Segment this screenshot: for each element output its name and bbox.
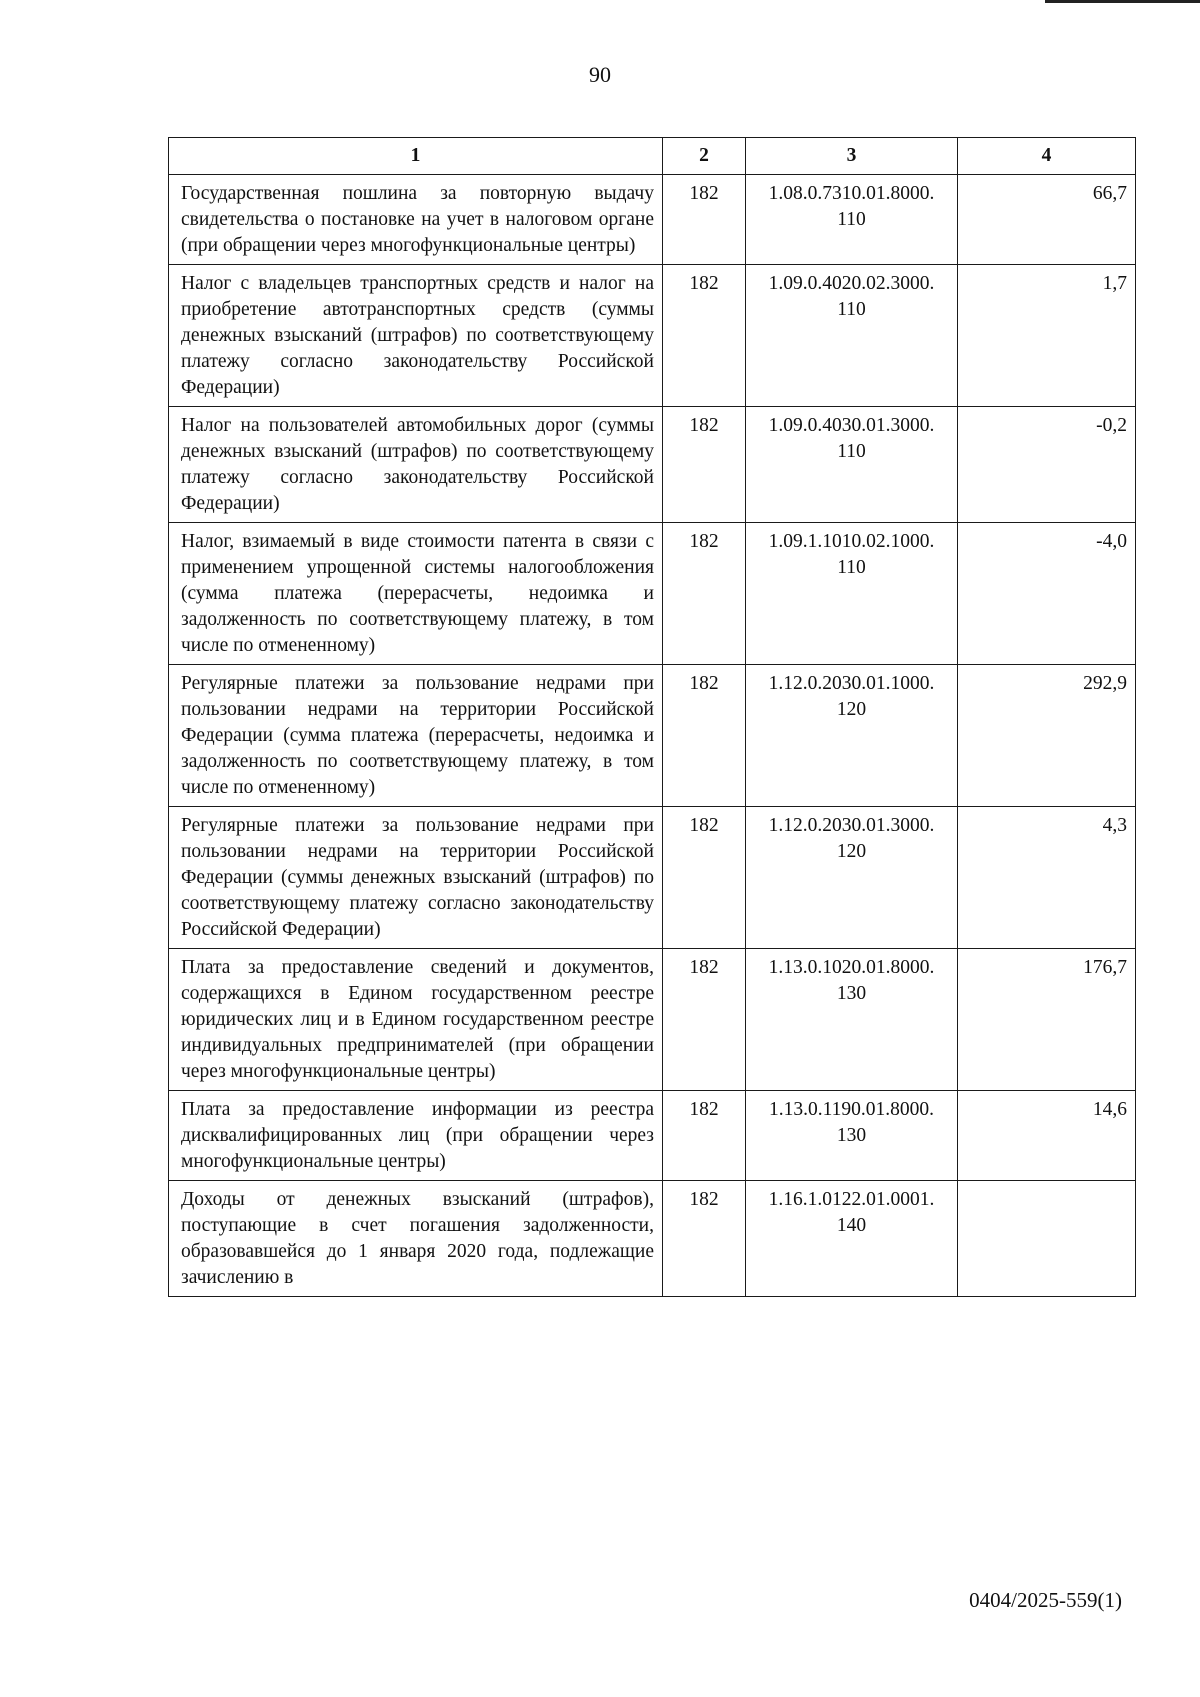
row-name: Регулярные платежи за пользование недрами при пользовании недрами на территории Российской Федерации (суммы денежных взысканий (штрафов) по соответствующему платежу согласно законодательству Российской Федерации) (169, 807, 663, 949)
row-budget-code (746, 265, 958, 407)
code-line-1: 1.09.1.1010.02.1000. (768, 531, 935, 552)
table-row (169, 407, 1136, 523)
code-line-2: 130 (836, 983, 867, 1004)
row-name: Плата за предоставление сведений и документов, содержащихся в Едином государственном реестре юридических лиц и в Едином государственном реестре индивидуальных предпринимателей (при обращении через многофункциональные центры) (169, 949, 663, 1091)
table-header-row (169, 138, 1136, 175)
document-number: 0404/2025-559(1) (969, 1588, 1122, 1612)
code-line-2: 120 (836, 841, 867, 862)
code-line-1: 1.13.0.1020.01.8000. (768, 957, 935, 978)
table-row (169, 523, 1136, 665)
code-line-1: 1.12.0.2030.01.1000. (768, 673, 935, 694)
code-line-2: 110 (837, 557, 866, 578)
row-budget-code (746, 1091, 958, 1181)
row-amount: -4,0 (958, 523, 1136, 665)
row-amount: 14,6 (958, 1091, 1136, 1181)
row-admin-code: 182 (663, 1181, 746, 1297)
code-line-1: 1.08.0.7310.01.8000. (768, 183, 935, 204)
row-name: Плата за предоставление информации из реестра дисквалифицированных лиц (при обращении через многофункциональные центры) (169, 1091, 663, 1181)
row-admin-code: 182 (663, 175, 746, 265)
row-budget-code (746, 807, 958, 949)
row-admin-code: 182 (663, 265, 746, 407)
row-amount: 176,7 (958, 949, 1136, 1091)
page-number: 90 (589, 62, 611, 87)
table-row (169, 665, 1136, 807)
row-name: Доходы от денежных взысканий (штрафов), поступающие в счет погашения задолженности, образовавшейся до 1 января 2020 года, подлежащие зачислению в (169, 1181, 663, 1297)
row-budget-code (746, 175, 958, 265)
table-row (169, 949, 1136, 1091)
row-admin-code: 182 (663, 665, 746, 807)
row-name: Государственная пошлина за повторную выдачу свидетельства о постановке на учет в налоговом органе (при обращении через многофункциональные центры) (169, 175, 663, 265)
row-amount: -0,2 (958, 407, 1136, 523)
header-col-2: 2 (663, 138, 746, 175)
code-line-1: 1.13.0.1190.01.8000. (768, 1099, 935, 1120)
row-admin-code: 182 (663, 807, 746, 949)
row-budget-code (746, 949, 958, 1091)
row-name: Налог на пользователей автомобильных дорог (суммы денежных взысканий (штрафов) по соответствующему платежу согласно законодательству Российской Федерации) (169, 407, 663, 523)
code-line-2: 130 (836, 1125, 867, 1146)
top-rule (1045, 0, 1200, 3)
header-col-1: 1 (169, 138, 663, 175)
row-amount (958, 1181, 1136, 1297)
code-line-1: 1.12.0.2030.01.3000. (768, 815, 935, 836)
row-admin-code: 182 (663, 407, 746, 523)
table-row (169, 265, 1136, 407)
row-admin-code: 182 (663, 523, 746, 665)
row-budget-code (746, 665, 958, 807)
code-line-2: 110 (837, 441, 866, 462)
code-line-2: 110 (837, 299, 866, 320)
row-amount: 4,3 (958, 807, 1136, 949)
table-row (169, 175, 1136, 265)
header-col-3: 3 (746, 138, 958, 175)
code-line-2: 110 (837, 209, 866, 230)
code-line-1: 1.16.1.0122.01.0001. (768, 1189, 935, 1210)
row-admin-code: 182 (663, 1091, 746, 1181)
row-amount: 66,7 (958, 175, 1136, 265)
code-line-2: 140 (836, 1215, 867, 1236)
table-row (169, 1181, 1136, 1297)
row-budget-code (746, 407, 958, 523)
row-name: Регулярные платежи за пользование недрами при пользовании недрами на территории Российской Федерации (сумма платежа (перерасчеты, недоимка и задолженность по соответствующему платежу, в том числе по отмененному) (169, 665, 663, 807)
row-budget-code (746, 523, 958, 665)
row-name: Налог с владельцев транспортных средств и налог на приобретение автотранспортных средств (суммы денежных взысканий (штрафов) по соответствующему платежу согласно законодательству Российской Федерации) (169, 265, 663, 407)
row-admin-code: 182 (663, 949, 746, 1091)
row-budget-code (746, 1181, 958, 1297)
revenue-table (168, 137, 1136, 1297)
table-row (169, 1091, 1136, 1181)
code-line-1: 1.09.0.4030.01.3000. (768, 415, 935, 436)
table-row (169, 807, 1136, 949)
row-amount: 292,9 (958, 665, 1136, 807)
code-line-2: 120 (836, 699, 867, 720)
code-line-1: 1.09.0.4020.02.3000. (768, 273, 935, 294)
header-col-4: 4 (958, 138, 1136, 175)
row-name: Налог, взимаемый в виде стоимости патента в связи с применением упрощенной системы налогообложения (сумма платежа (перерасчеты, недоимка и задолженность по соответствующему платежу, в том числе по отмененному) (169, 523, 663, 665)
row-amount: 1,7 (958, 265, 1136, 407)
